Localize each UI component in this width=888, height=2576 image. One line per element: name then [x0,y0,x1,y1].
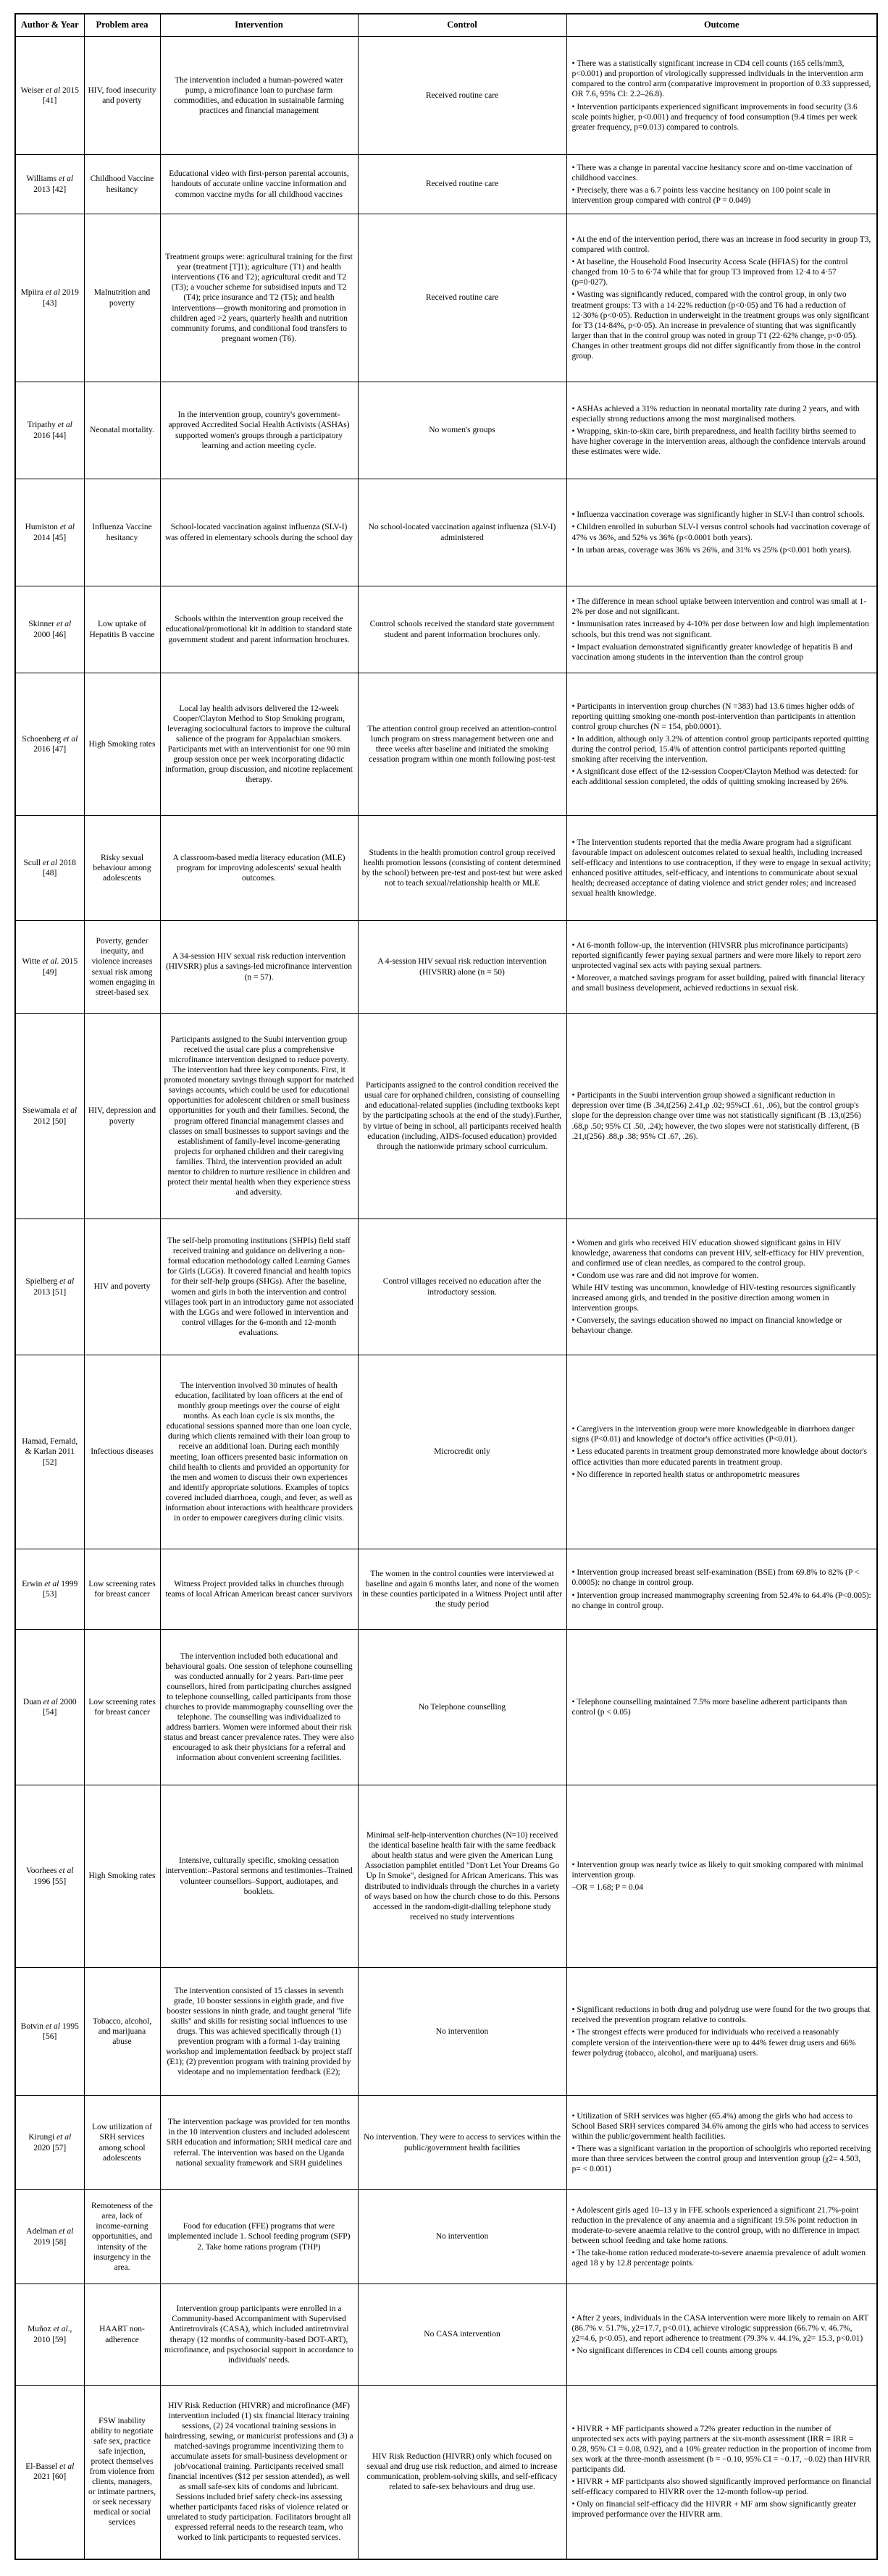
control-cell: Received routine care [358,214,566,382]
outcome-bullet: • HIVRR + MF participants also showed significantly improved performance on financial self-efficacy compared to HIVRR over the 12-month follow-up period. [571,2478,871,2497]
col-header-author-year: Author & Year [15,14,84,37]
author-year-cell: Schoenberg et al 2016 [47] [15,673,84,816]
col-header-outcome: Outcome [566,14,877,37]
intervention-cell: Witness Project provided talks in churches through teams of local African American breast cancer survivors [160,1549,358,1630]
intervention-cell: School-located vaccination against influenza (SLV-I) was offered in elementary schools during the school day [160,479,358,586]
problem-area-cell: Low screening rates for breast cancer [84,1549,160,1630]
problem-area-cell: High Smoking rates [84,673,160,816]
literature-review-table [14,13,878,2560]
outcome-bullet: • Influenza vaccination coverage was significantly higher in SLV-I than control schools. [571,510,865,520]
table-row [15,2190,877,2284]
control-cell: No school-located vaccination against influenza (SLV-I) administered [358,479,566,586]
author-year-cell: Spielberg et al 2013 [51] [15,1219,84,1355]
outcome-bullet: • At 6-month follow-up, the intervention (HIVSRR plus microfinance participants) reported significantly fewer paying sexual partners and were more likely to report zero unprotected vaginal sex acts with paying sexual partners. [571,940,861,970]
control-cell: No Telephone counselling [358,1630,566,1785]
intervention-cell: HIV Risk Reduction (HIVRR) and microfinance (MF) intervention included (1) six financial literacy training sessions, (2) 24 vocational training sessions in hairdressing, sewing, or manicurist professions and (3) a matched-savings programme incentivizing them to accumulate assets for small-business development or job/vocational training. Participants received small financial incentives ($12 per session attended), as well as small safe-sex kits of condoms and lubricant. Sessions included brief safety check-ins assessing whether participants faced risks of violence related or unrelated to study participation. Facilitators brought all expressed referral needs to the research team, who worked to link participants to requested services. [160,2386,358,2559]
outcome-bullet: • Participants in intervention group churches (N =383) had 13.6 times higher odds of reporting quitting smoking one-month post-intervention than participants in attention control group churches (N = 154, pb0.0001). [571,702,856,731]
author-year-cell: Hamad, Fernald, & Karlan 2011 [52] [15,1355,84,1549]
intervention-cell: A 34-session HIV sexual risk reduction intervention (HIVSRR) plus a savings-led microfinance intervention (n = 57). [160,921,358,1014]
outcome-bullet: • After 2 years, individuals in the CASA intervention were more likely to remain on ART (86.7% v. 51.7%, χ2=17.7, p<0.01), achieve virologic suppression (66.7% v. 46.7%, χ2=4.6, p<0.05), and report adherence to treatment (79.3% v. 44.1%, χ2= 15.3, p<0.01) [571,2313,868,2343]
outcome-bullet: • Adolescent girls aged 10–13 y in FFE schools experienced a significant 21.7%-point reduction in the prevalence of any anaemia and a significant 19.5% point reduction in moderate-to-severe anaemia relative to the control group, with no difference in impact between school feeding and take home rations. [571,2205,860,2245]
outcome-cell [566,816,877,921]
header-row [15,14,877,37]
outcome-bullet: • At baseline, the Household Food Insecurity Access Scale (HFIAS) for the control changed from 10·5 to 6·74 while that for group T3 improved from 12·4 to 4·57 (p=0·027). [571,258,848,287]
author-year-cell: Mpiira et al 2019 [43] [15,214,84,382]
col-header-intervention: Intervention [160,14,358,37]
control-cell: A 4-session HIV sexual risk reduction intervention (HIVSRR) alone (n = 50) [358,921,566,1014]
author-year-cell: Voorhees et al 1996 [55] [15,1785,84,1968]
control-cell: No intervention [358,2190,566,2284]
problem-area-cell: Risky sexual behaviour among adolescents [84,816,160,921]
outcome-bullet: • Moreover, a matched savings program for asset building, paired with financial literacy and small business development, achieved reductions in sexual risk. [571,974,866,993]
outcome-bullet: • No significant differences in CD4 cell counts among groups [571,2346,777,2356]
author-year-cell: Duan et al 2000 [54] [15,1630,84,1785]
outcome-bullet: • Condom use was rare and did not improve for women. [571,1271,759,1280]
outcome-bullet: • Intervention group was nearly twice as likely to quit smoking compared with minimal intervention group. [571,1860,863,1880]
control-cell: Received routine care [358,155,566,214]
intervention-cell: Food for education (FFE) programs that were implemented include 1. School feeding program (SFP) 2. Take home rations program (THP) [160,2190,358,2284]
intervention-cell: The intervention consisted of 15 classes in seventh grade, 10 booster sessions in eighth grade, and five booster sessions in ninth grade, and taught general "life skills" and skills for resisting social influences to use drugs. This was achieved specifically through (1) prevention program with a formal 1-day training workshop and implementation feedback by project staff (E1); (2) prevention program with training provided by videotape and no implementation feedback (E2); [160,1968,358,2096]
table-row [15,382,877,479]
control-cell: Control schools received the standard state government student and parent information brochures only. [358,586,566,673]
outcome-bullet: • Less educated parents in treatment group demonstrated more knowledge about doctor's office activities than more educated parents in treatment group. [571,1447,868,1467]
author-year-cell: Kirungi et al 2020 [57] [15,2096,84,2190]
intervention-cell: The intervention included both educational and behavioural goals. One session of telephone counselling was conducted annually for 2 years. Part-time peer counsellors, hired from participating churches assigned to telephone counselling, called participants from those churches to provide mammography counselling over the telephone. The counselling was individualized to address barriers. Women were informed about their risk status and breast cancer prevalence rates. They were also encouraged to ask their physicians for a referral and information about convenient screening facilities. [160,1630,358,1785]
problem-area-cell: HAART non-adherence [84,2284,160,2386]
intervention-cell: Participants assigned to the Suubi intervention group received the usual care plus a comprehensive microfinance intervention designed to reduce poverty. The intervention had three key components. First, it promoted monetary savings through support for matched savings accounts, which could be used for educational opportunities for adolescent children or small business opportunities for youth and their families. Second, the program offered financial management classes and classes on small businesses to support savings and the establishment of family-level income-generating projects for orphaned children and their caregiving families. Third, the intervention provided an adult mentor to children to nurture resilience in children and protect their mental health when they experience stress and adversity. [160,1014,358,1219]
outcome-cell [566,1219,877,1355]
outcome-bullet: • HIVRR + MF participants showed a 72% greater reduction in the number of unprotected sex acts with paying partners at the six-month assessment (IRR = IRR = 0.28, 95% CI = 0.08, 0.92), and a 10% greater reduction in the proportion of income from sex work at the three-month assessment (b = −0.10, 95% CI = −0.17, −0.02) than HIVRR participants did. [571,2425,871,2475]
problem-area-cell: HIV, food insecurity and poverty [84,37,160,155]
outcome-bullet: –OR = 1.68; P = 0.04 [571,1883,643,1892]
control-cell: HIV Risk Reduction (HIVRR) only which focused on sexual and drug use risk reduction, and aimed to increase communication, problem-solving skills, and self-efficacy related to safe-sex behaviours and drug use. [358,2386,566,2559]
table-row [15,586,877,673]
problem-area-cell: FSW inability ability to negotiate safe sex, practice safe injection, protect themselves from violence from clients, managers, or intimate partners, or seek necessary medical or social services [84,2386,160,2559]
table-row [15,2096,877,2190]
col-header-problem-area: Problem area [84,14,160,37]
control-cell: No CASA intervention [358,2284,566,2386]
control-cell: Microcredit only [358,1355,566,1549]
control-cell: Students in the health promotion control group received health promotion lessons (consisting of content determined by the school) between pre-test and post-test but were asked not to teach sexual/relationship health or MLE [358,816,566,921]
author-year-cell: Skinner et al 2000 [46] [15,586,84,673]
table-row [15,921,877,1014]
col-header-control: Control [358,14,566,37]
problem-area-cell: Low utilization of SRH services among school adolescents [84,2096,160,2190]
outcome-bullet: • ASHAs achieved a 31% reduction in neonatal mortality rate during 2 years, and with especially strong reductions among the most marginalised mothers. [571,404,860,424]
problem-area-cell: Poverty, gender inequity, and violence increases sexual risk among women engaging in street-based sex [84,921,160,1014]
problem-area-cell: Influenza Vaccine hesitancy [84,479,160,586]
intervention-cell: Local lay health advisors delivered the 12-week Cooper/Clayton Method to Stop Smoking program, leveraging sociocultural factors to improve the cultural salience of the program for Appalachian smokers. Participants met with an interventionist for one 90 min group session once per week incorporating didactic information, group discussion, and nicotine replacement therapy. [160,673,358,816]
table-row [15,2284,877,2386]
control-cell: No women's groups [358,382,566,479]
problem-area-cell: Tobacco, alcohol, and marijuana abuse [84,1968,160,2096]
outcome-cell [566,921,877,1014]
outcome-bullet: • Children enrolled in suburban SLV-I versus control schools had vaccination coverage of 47% vs 36%, and 52% vs 36% (p<0.0001 both years). [571,523,871,542]
outcome-cell [566,2284,877,2386]
intervention-cell: The self-help promoting institutions (SHPIs) field staff received training and guidance on delivering a non-formal education methodology called Learning Games for Girls (LGGs). It covered financial and health topics for their self-help groups (SHGs). After the baseline, women and girls in both the intervention and control villages took part in an introductory game not associated with the LGGs and were followed in intervention and control villages for the 6-month and 12-month evaluations. [160,1219,358,1355]
control-cell: The attention control group received an attention-control lunch program on stress management between one and three weeks after baseline and initiated the smoking cessation program within one month following post-test [358,673,566,816]
table-row [15,2386,877,2559]
table-row [15,1014,877,1219]
author-year-cell: Botvin et al 1995 [56] [15,1968,84,2096]
outcome-bullet: • Women and girls who received HIV education showed significant gains in HIV knowledge, awareness that condoms can prevent HIV, self-efficacy for HIV prevention, and confirmed use of clean needles, as compared to the control group. [571,1238,864,1268]
outcome-bullet: • Conversely, the savings education showed no impact on financial knowledge or behaviour change. [571,1316,842,1336]
outcome-bullet: • Caregivers in the intervention group were more knowledgeable in diarrhoea danger signs (P<0.01) and knowledge of doctor's office activities (P<0.01). [571,1425,855,1444]
outcome-bullet: • Immunisation rates increased by 4-10% per dose between low and high implementation schools, but this trend was not significant. [571,620,869,639]
author-year-cell: Witte et al. 2015 [49] [15,921,84,1014]
problem-area-cell: Low screening rates for breast cancer [84,1630,160,1785]
outcome-bullet: • There was a change in parental vaccine hesitancy score and on-time vaccination of childhood vaccines. [571,163,853,182]
author-year-cell: Ssewamala et al 2012 [50] [15,1014,84,1219]
outcome-bullet: • Intervention group increased breast self-examination (BSE) from 69.8% to 82% (P < 0.0005): no change in control group. [571,1568,860,1588]
outcome-bullet: • Impact evaluation demonstrated significantly greater knowledge of hepatitis B and vaccination among students in the intervention than the control group [571,642,853,662]
intervention-cell: The intervention package was provided for ten months in the 10 intervention clusters and included adolescent SRH education and information; SRH medical care and referral. The intervention was based on the Uganda national sexuality framework and SRH guidelines [160,2096,358,2190]
table-row [15,479,877,586]
table-row [15,1785,877,1968]
problem-area-cell: Childhood Vaccine hesitancy [84,155,160,214]
control-cell: The women in the control counties were interviewed at baseline and again 6 months later, and none of the women in these counties participated in a Witness Project until after the study period [358,1549,566,1630]
author-year-cell: Scull et al 2018 [48] [15,816,84,921]
author-year-cell: Williams et al 2013 [42] [15,155,84,214]
outcome-cell [566,214,877,382]
outcome-bullet: • Only on financial self-efficacy did the HIVRR + MF arm show significantly greater improved performance over the HIVRR arm. [571,2500,857,2520]
problem-area-cell: HIV, depression and poverty [84,1014,160,1219]
outcome-bullet: • In addition, although only 3.2% of attention control group participants reported quitting during the control period, 15.4% of attention control participants reported quitting smoking after receiving the intervention. [571,734,869,765]
author-year-cell: Weiser et al 2015 [41] [15,37,84,155]
table-row [15,1219,877,1355]
table-row [15,1355,877,1549]
problem-area-cell: High Smoking rates [84,1785,160,1968]
table-row [15,214,877,382]
intervention-cell: In the intervention group, country's government-approved Accredited Social Health Activists (ASHAs) supported women's groups through a participatory learning and action meeting cycle. [160,382,358,479]
intervention-cell: Treatment groups were: agricultural training for the first year (treatment [T]1); agriculture (T1) and health interventions (T6 and T2); agricultural credit and T2 (T3); a voucher scheme for subsidised inputs and T2 (T4); price insurance and T2 (T5); and health interventions—growth monitoring and promotion in children aged >2 years, quarterly health and nutrition community forums, and conditional food transfers to pregnant women (T6). [160,214,358,382]
control-cell: Participants assigned to the control condition received the usual care for orphaned children, consisting of counselling and educational-related supplies (including textbooks kept by the participating schools at the end of the study).Further, by virtue of being in school, all participants received health education (including, AIDS-focused education) provided through the nationwide primary school curriculum. [358,1014,566,1219]
outcome-bullet: • Telephone counselling maintained 7.5% more baseline adherent participants than control (p < 0.05) [571,1697,847,1717]
intervention-cell: Educational video with first-person parental accounts, handouts of accurate online vaccine information and common vaccine myths for all childhood vaccines [160,155,358,214]
outcome-bullet: • Wrapping, skin-to-skin care, birth preparedness, and health facility births seemed to have higher coverage in the intervention areas, although the confidence intervals around these estimates were wide. [571,426,866,457]
outcome-bullet: • In urban areas, coverage was 36% vs 26%, and 31% vs 25% (p<0.001 both years). [571,545,852,555]
problem-area-cell: Malnutrition and poverty [84,214,160,382]
outcome-bullet: • At the end of the intervention period, there was an increase in food security in group T3, compared with control. [571,235,871,255]
outcome-cell [566,382,877,479]
outcome-cell [566,1549,877,1630]
author-year-cell: Erwin et al 1999 [53] [15,1549,84,1630]
outcome-bullet: • Significant reductions in both drug and polydrug use were found for the two groups that received the prevention program relative to controls. [571,2005,871,2025]
problem-area-cell: Remoteness of the area, lack of income-earning opportunities, and intensity of the insurgency in the area. [84,2190,160,2284]
author-year-cell: El-Bassel et al 2021 [60] [15,2386,84,2559]
outcome-cell [566,586,877,673]
problem-area-cell: Low uptake of Hepatitis B vaccine [84,586,160,673]
intervention-cell: Schools within the intervention group received the educational/promotional kit in addition to standard state government student and parent information brochures. [160,586,358,673]
outcome-bullet: • There was a significant variation in the proportion of schoolgirls who reported receiving more than three services between the control group and intervention group (χ2= 4.503, p= < 0.001) [571,2144,871,2174]
outcome-bullet: • There was a statistically significant increase in CD4 cell counts (165 cells/mm3, p<0.001) and proportion of virologically suppressed individuals in the intervention arm compared to the control arm (comparative improvement in proportion of 0.33 suppressed, OR 7.6, 95% CI: 2.2–26.8). [571,59,871,99]
control-cell: Received routine care [358,37,566,155]
table-row [15,816,877,921]
intervention-cell: Intensive, culturally specific, smoking cessation intervention:–Pastoral sermons and testimonies–Trained volunteer counsellors–Support, audiotapes, and booklets. [160,1785,358,1968]
outcome-bullet: • No difference in reported health status or anthropometric measures [571,1470,800,1479]
table-row [15,673,877,816]
table-row [15,1968,877,2096]
intervention-cell: The intervention included a human-powered water pump, a microfinance loan to purchase farm commodities, and education in sustainable farming practices and financial management [160,37,358,155]
author-year-cell: Tripathy et al 2016 [44] [15,382,84,479]
author-year-cell: Muñoz et al., 2010 [59] [15,2284,84,2386]
problem-area-cell: HIV and poverty [84,1219,160,1355]
outcome-bullet: • Utilization of SRH services was higher (65.4%) among the girls who had access to School Based SRH services compared 34.6% among the girls who had access to services within the public/government health facilities. [571,2111,868,2141]
outcome-cell [566,1968,877,2096]
control-cell: No intervention [358,1968,566,2096]
outcome-cell [566,37,877,155]
control-cell: Minimal self-help-intervention churches (N=10) received the identical baseline health fair with the same feedback about health status and were given the American Lung Association pamphlet entitled "Don't Let Your Dreams Go Up In Smoke", designed for African Americans. This was distributed to individuals through the churches in a variety of ways based on how the church chose to do this. Persons accessed in the random-digit-dialling telephone study received no study interventions [358,1785,566,1968]
author-year-cell: Adelman et al 2019 [58] [15,2190,84,2284]
outcome-cell [566,1785,877,1968]
outcome-bullet: • The difference in mean school uptake between intervention and control was small at 1-2% per dose and not significant. [571,597,867,617]
table-row [15,155,877,214]
outcome-cell [566,1630,877,1785]
outcome-cell [566,2096,877,2190]
intervention-cell: A classroom-based media literacy education (MLE) program for improving adolescents' sexual health outcomes. [160,816,358,921]
outcome-bullet: • Wasting was significantly reduced, compared with the control group, in only two treatment groups: T3 with a 14·22% reduction (p<0·05) and T6 had a reduction of 12·30% (p<0·05). Reduction in underweight in the treatment groups was only significant for T3 (14·84%, p<0·05). An increase in prevalence of stunting that was significantly larger than that in the control group was noted in group T1 (22·62% change, p<0·05). Changes in other treatment groups did not differ significantly from those in the control group. [571,290,869,361]
outcome-cell [566,155,877,214]
outcome-cell [566,2386,877,2559]
outcome-bullet: • The Intervention students reported that the media Aware program had a significant favourable impact on adolescent outcomes related to sexual health, including increased self-efficacy and intentions to use contraception, if they were to engage in sexual activity; enhanced positive attitudes, self-efficacy, and intentions to communicate about sexual health; decreased acceptance of dating violence and strict gender roles; and increased sexual health knowledge. [571,838,871,898]
outcome-cell [566,673,877,816]
table-row [15,1630,877,1785]
table-row [15,37,877,155]
outcome-bullet: • The strongest effects were produced for individuals who received a reasonably complete version of the intervention-there were up to 44% fewer drug users and 66% fewer polydrug (tobacco, alcohol, and marijuana) users. [571,2028,856,2058]
control-cell: Control villages received no education after the introductory session. [358,1219,566,1355]
problem-area-cell: Infectious diseases [84,1355,160,1549]
outcome-cell [566,1355,877,1549]
outcome-bullet: • Participants in the Suubi intervention group showed a significant reduction in depression over time (B .34,t(256) 2.41,p .02; 95%CI .61, .06), but the control group's slope for the depression change over time was not statistically significant (B .13,t(256) .68,p .50; 95% CI .50, .24); however, the two slopes were not statistically different, (B .21,t(256) .88,p .38; 95% CI .67, .26). [571,1091,861,1141]
outcome-bullet: • A significant dose effect of the 12-session Cooper/Clayton Method was detected: for each additional session completed, the odds of quitting smoking increased by 26%. [571,767,858,787]
intervention-cell: Intervention group participants were enrolled in a Community-based Accompaniment with Supervised Antiretrovirals (CASA), which included antiretroviral therapy (12 months of community-based DOT-ART), microfinance, and psychosocial support in accordance to individuals' needs. [160,2284,358,2386]
outcome-bullet: • Intervention group increased mammography screening from 52.4% to 64.4% (P<0.005): no change in control group. [571,1591,871,1610]
intervention-cell: The intervention involved 30 minutes of health education, facilitated by loan officers at the end of monthly group meetings over the course of eight months. As each loan cycle is six months, the educational sessions spanned more than one loan cycle, during which clients remained with their loan group to receive an additional loan. During each monthly meeting, loan officers presented basic information on child health to clients and provided an opportunity for the men and women to discuss their own experiences and identify appropriate solutions. Examples of topics covered included diarrhoea, cough, and fever, as well as information about interactions with healthcare providers in order to empower caregivers during clinic visits. [160,1355,358,1549]
outcome-cell [566,479,877,586]
outcome-bullet: • Precisely, there was a 6.7 points less vaccine hesitancy on 100 point scale in intervention group compared with control (P = 0.049) [571,186,831,206]
outcome-cell [566,2190,877,2284]
table-row [15,1549,877,1630]
problem-area-cell: Neonatal mortality. [84,382,160,479]
outcome-bullet: • Intervention participants experienced significant improvements in food security (3.6 scale points higher, p<0.001) and frequency of food consumption (9.4 times per week greater frequency, p=0.013) compared to controls. [571,102,858,132]
author-year-cell: Humiston et al 2014 [45] [15,479,84,586]
outcome-cell [566,1014,877,1219]
outcome-bullet: • The take-home ration reduced moderate-to-severe anaemia prevalence of adult women aged 18 y by 12.8 percentage points. [571,2249,866,2268]
outcome-bullet: While HIV testing was uncommon, knowledge of HIV-testing resources significantly increased among girls, and trended in the positive direction among women in intervention groups. [571,1283,856,1313]
control-cell: No intervention. They were to access to services within the public/government health facilities [358,2096,566,2190]
